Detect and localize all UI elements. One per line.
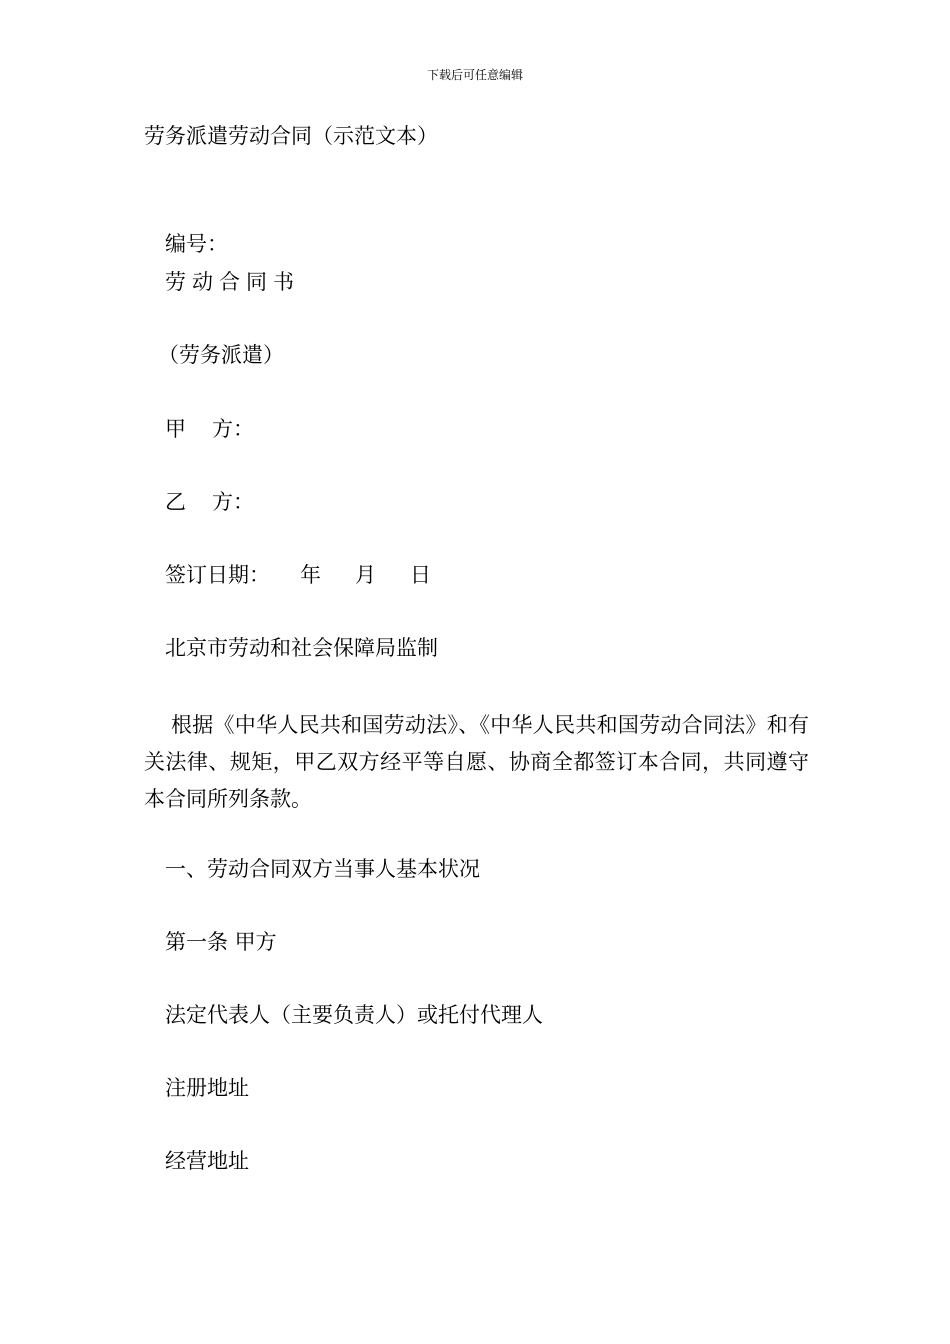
business-address-field: 经营地址 <box>165 1149 249 1173</box>
party-a-char1: 甲 <box>165 417 186 441</box>
dispatch-note: （劳务派遣） <box>158 343 284 367</box>
legal-representative-field: 法定代表人（主要负责人）或托付代理人 <box>165 1003 543 1027</box>
header-note: 下载后可任意编辑 <box>426 68 523 82</box>
supervisor-line: 北京市劳动和社会保障局监制 <box>165 636 438 660</box>
party-a-char2: 方： <box>212 417 254 441</box>
sign-date-label: 签订日期： <box>165 563 270 587</box>
party-b-char1: 乙 <box>165 490 186 514</box>
sign-date-line <box>165 561 431 589</box>
number-label: 编号： <box>165 232 228 256</box>
article-one: 第一条 甲方 <box>165 930 277 954</box>
registered-address-field: 注册地址 <box>165 1076 249 1100</box>
party-b-line <box>165 488 254 516</box>
section-one-heading: 一、劳动合同双方当事人基本状况 <box>165 857 480 881</box>
party-b-char2: 方： <box>212 490 254 514</box>
sign-date-day: 日 <box>410 563 431 587</box>
contract-book-heading: 劳动合同书 <box>165 270 300 294</box>
document-title: 劳务派遣劳动合同（示范文本） <box>144 124 438 148</box>
sign-date-year: 年 <box>300 563 321 587</box>
party-a-line <box>165 415 254 443</box>
sign-date-month: 月 <box>355 563 376 587</box>
intro-paragraph: 根据《中华人民共和国劳动法》、《中华人民共和国劳动合同法》和有关法律、规矩，甲乙双方经平等自愿、协商全都签订本合同，共同遵守本合同所列条款。 <box>144 713 809 811</box>
